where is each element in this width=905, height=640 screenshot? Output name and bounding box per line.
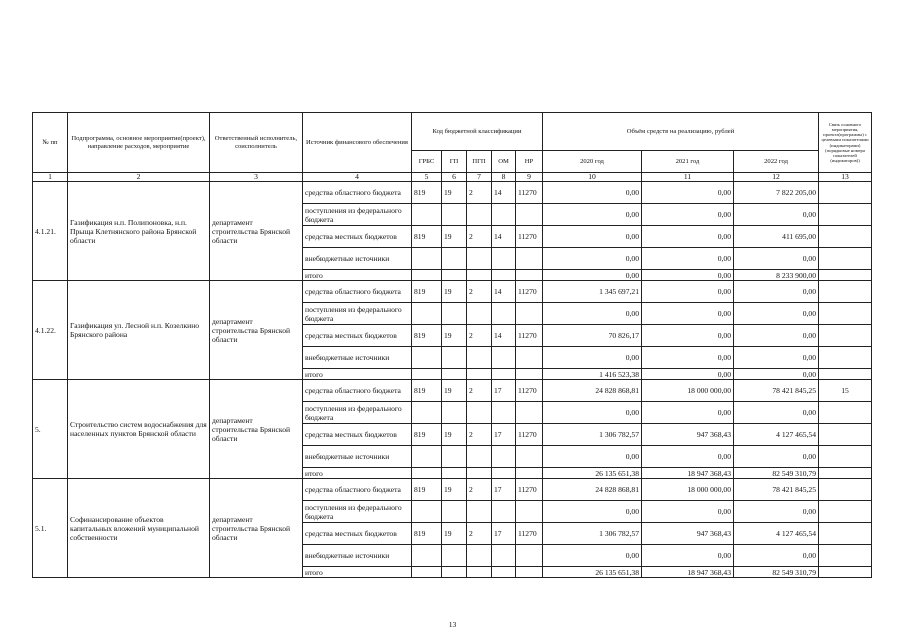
code-om: 17 xyxy=(492,523,516,545)
item-name: Газификация ул. Лесной н.п. Козелкино Брянского района xyxy=(68,281,210,380)
amount-2020: 0,00 xyxy=(543,226,642,248)
code-grbs xyxy=(412,248,442,270)
code-gp: 19 xyxy=(442,424,467,446)
code-pgp xyxy=(467,248,492,270)
indicator-link xyxy=(819,325,872,347)
table-row xyxy=(33,380,872,402)
code-pgp xyxy=(467,545,492,567)
amount-2021: 947 368,43 xyxy=(642,424,734,446)
code-grbs: 819 xyxy=(412,226,442,248)
item-number: 4.1.21. xyxy=(33,182,68,281)
indicator-link xyxy=(819,369,872,380)
amount-2020: 24 828 868,81 xyxy=(543,380,642,402)
header-code-om: ОМ xyxy=(492,151,516,173)
code-grbs xyxy=(412,402,442,424)
amount-2021: 0,00 xyxy=(642,402,734,424)
code-nr xyxy=(516,248,543,270)
amount-2021: 18 947 368,43 xyxy=(642,567,734,578)
header-num: № пп xyxy=(33,113,68,173)
code-grbs xyxy=(412,204,442,226)
code-gp: 19 xyxy=(442,479,467,501)
code-pgp: 2 xyxy=(467,380,492,402)
header-year-2020: 2020 год xyxy=(543,151,642,173)
code-nr: 11270 xyxy=(516,523,543,545)
funding-source: средства областного бюджета xyxy=(303,182,412,204)
header-source: Источник финансового обеспечения xyxy=(303,113,412,173)
code-om: 14 xyxy=(492,226,516,248)
index-cell: 2 xyxy=(68,173,210,182)
code-pgp xyxy=(467,369,492,380)
code-nr xyxy=(516,446,543,468)
code-gp xyxy=(442,204,467,226)
code-nr: 11270 xyxy=(516,281,543,303)
amount-2021: 0,00 xyxy=(642,270,734,281)
amount-2020: 0,00 xyxy=(543,248,642,270)
code-gp xyxy=(442,248,467,270)
code-pgp xyxy=(467,446,492,468)
indicator-link: 15 xyxy=(819,380,872,402)
amount-2020: 1 306 782,57 xyxy=(543,424,642,446)
code-grbs: 819 xyxy=(412,380,442,402)
code-gp: 19 xyxy=(442,182,467,204)
code-om xyxy=(492,369,516,380)
index-cell: 1 xyxy=(33,173,68,182)
index-cell: 9 xyxy=(516,173,543,182)
code-om: 17 xyxy=(492,380,516,402)
code-gp xyxy=(442,567,467,578)
amount-2022: 78 421 845,25 xyxy=(734,380,819,402)
amount-2020: 1 416 523,38 xyxy=(543,369,642,380)
amount-2022: 4 127 465,54 xyxy=(734,523,819,545)
code-om: 14 xyxy=(492,281,516,303)
header-responsible: Ответственный исполнитель, соисполнитель xyxy=(210,113,303,173)
indicator-link xyxy=(819,446,872,468)
index-cell: 13 xyxy=(819,173,872,182)
index-cell: 4 xyxy=(303,173,412,182)
code-pgp: 2 xyxy=(467,479,492,501)
funding-source: средства областного бюджета xyxy=(303,281,412,303)
code-nr xyxy=(516,303,543,325)
code-grbs: 819 xyxy=(412,523,442,545)
code-gp xyxy=(442,347,467,369)
code-nr: 11270 xyxy=(516,424,543,446)
code-nr xyxy=(516,347,543,369)
index-cell: 7 xyxy=(467,173,492,182)
code-gp: 19 xyxy=(442,325,467,347)
indicator-link xyxy=(819,424,872,446)
code-gp: 19 xyxy=(442,226,467,248)
amount-2021: 0,00 xyxy=(642,545,734,567)
amount-2020: 1 345 697,21 xyxy=(543,281,642,303)
amount-2022: 0,00 xyxy=(734,446,819,468)
amount-2022: 0,00 xyxy=(734,402,819,424)
indicator-link xyxy=(819,567,872,578)
indicator-link xyxy=(819,347,872,369)
amount-2022: 82 549 310,79 xyxy=(734,468,819,479)
indicator-link xyxy=(819,204,872,226)
indicator-link xyxy=(819,468,872,479)
code-grbs xyxy=(412,303,442,325)
code-gp: 19 xyxy=(442,281,467,303)
item-number: 5. xyxy=(33,380,68,479)
item-name: Газификация н.п. Полипоновка, н.п. Прыща Клетнянского района Брянской области xyxy=(68,182,210,281)
code-pgp: 2 xyxy=(467,182,492,204)
code-nr xyxy=(516,270,543,281)
code-nr xyxy=(516,501,543,523)
amount-2020: 0,00 xyxy=(543,402,642,424)
item-responsible: департамент строительства Брянской области xyxy=(210,380,303,479)
amount-2022: 0,00 xyxy=(734,347,819,369)
code-om: 14 xyxy=(492,182,516,204)
code-gp xyxy=(442,501,467,523)
amount-2022: 78 421 845,25 xyxy=(734,479,819,501)
code-gp xyxy=(442,446,467,468)
amount-2022: 0,00 xyxy=(734,281,819,303)
code-pgp xyxy=(467,347,492,369)
amount-2022: 0,00 xyxy=(734,303,819,325)
code-om xyxy=(492,468,516,479)
code-grbs xyxy=(412,446,442,468)
code-nr xyxy=(516,567,543,578)
amount-2022: 0,00 xyxy=(734,248,819,270)
indicator-link xyxy=(819,270,872,281)
amount-2021: 947 368,43 xyxy=(642,523,734,545)
code-om xyxy=(492,446,516,468)
index-cell: 5 xyxy=(412,173,442,182)
code-gp xyxy=(442,468,467,479)
amount-2021: 0,00 xyxy=(642,248,734,270)
indicator-link xyxy=(819,182,872,204)
amount-2020: 0,00 xyxy=(543,545,642,567)
header-link: Связь основного мероприятия, проекта(программы) с целевыми показателями (индикаторами) (порядковые номера показателей (индикаторов)) xyxy=(819,113,872,173)
code-om xyxy=(492,347,516,369)
code-pgp xyxy=(467,204,492,226)
table-row xyxy=(33,281,872,303)
code-grbs xyxy=(412,501,442,523)
code-pgp xyxy=(467,501,492,523)
code-nr xyxy=(516,545,543,567)
amount-2021: 18 000 000,00 xyxy=(642,380,734,402)
header-year-2021: 2021 год xyxy=(642,151,734,173)
header-code-gp: ГП xyxy=(442,151,467,173)
header-code-group: Код бюджетной классификации xyxy=(412,113,543,151)
funding-source: средства местных бюджетов xyxy=(303,523,412,545)
amount-2020: 0,00 xyxy=(543,303,642,325)
amount-2020: 26 135 651,38 xyxy=(543,468,642,479)
table-body xyxy=(33,182,872,578)
table-row xyxy=(33,182,872,204)
table-row xyxy=(33,479,872,501)
item-number: 4.1.22. xyxy=(33,281,68,380)
code-om xyxy=(492,501,516,523)
code-grbs xyxy=(412,270,442,281)
budget-table xyxy=(32,112,872,578)
amount-2021: 0,00 xyxy=(642,325,734,347)
code-nr xyxy=(516,402,543,424)
code-grbs xyxy=(412,369,442,380)
item-number: 5.1. xyxy=(33,479,68,578)
amount-2020: 70 826,17 xyxy=(543,325,642,347)
amount-2020: 1 306 782,57 xyxy=(543,523,642,545)
amount-2021: 0,00 xyxy=(642,501,734,523)
funding-source: итого xyxy=(303,270,412,281)
code-gp: 19 xyxy=(442,380,467,402)
item-responsible: департамент строительства Брянской области xyxy=(210,281,303,380)
header-code-nr: НР xyxy=(516,151,543,173)
code-om xyxy=(492,545,516,567)
funding-source: поступления из федерального бюджета xyxy=(303,402,412,424)
code-pgp xyxy=(467,567,492,578)
amount-2022: 0,00 xyxy=(734,204,819,226)
code-pgp xyxy=(467,402,492,424)
funding-source: средства местных бюджетов xyxy=(303,424,412,446)
header-code-pgp: ПГП xyxy=(467,151,492,173)
item-responsible: департамент строительства Брянской области xyxy=(210,182,303,281)
amount-2022: 0,00 xyxy=(734,325,819,347)
funding-source: внебюджетные источники xyxy=(303,248,412,270)
code-om xyxy=(492,204,516,226)
amount-2022: 7 822 205,00 xyxy=(734,182,819,204)
code-pgp xyxy=(467,303,492,325)
indicator-link xyxy=(819,501,872,523)
code-pgp: 2 xyxy=(467,281,492,303)
code-om xyxy=(492,248,516,270)
amount-2020: 26 135 651,38 xyxy=(543,567,642,578)
indicator-link xyxy=(819,479,872,501)
funding-source: средства областного бюджета xyxy=(303,380,412,402)
header-code-grbs: ГРБС xyxy=(412,151,442,173)
code-nr xyxy=(516,204,543,226)
funding-source: поступления из федерального бюджета xyxy=(303,204,412,226)
code-om: 17 xyxy=(492,479,516,501)
index-cell: 10 xyxy=(543,173,642,182)
index-cell: 11 xyxy=(642,173,734,182)
code-grbs: 819 xyxy=(412,182,442,204)
code-om xyxy=(492,402,516,424)
amount-2021: 0,00 xyxy=(642,347,734,369)
header-amount-group: Объём средств на реализацию, рублей xyxy=(543,113,819,151)
code-gp xyxy=(442,545,467,567)
index-cell: 6 xyxy=(442,173,467,182)
code-nr: 11270 xyxy=(516,325,543,347)
funding-source: поступления из федерального бюджета xyxy=(303,501,412,523)
indicator-link xyxy=(819,303,872,325)
index-cell: 3 xyxy=(210,173,303,182)
funding-source: внебюджетные источники xyxy=(303,446,412,468)
indicator-link xyxy=(819,248,872,270)
funding-source: итого xyxy=(303,468,412,479)
funding-source: средства местных бюджетов xyxy=(303,226,412,248)
code-om xyxy=(492,303,516,325)
code-grbs xyxy=(412,468,442,479)
indicator-link xyxy=(819,226,872,248)
amount-2022: 8 233 900,00 xyxy=(734,270,819,281)
amount-2021: 0,00 xyxy=(642,182,734,204)
funding-source: поступления из федерального бюджета xyxy=(303,303,412,325)
amount-2021: 0,00 xyxy=(642,281,734,303)
amount-2021: 18 000 000,00 xyxy=(642,479,734,501)
amount-2020: 0,00 xyxy=(543,446,642,468)
code-pgp: 2 xyxy=(467,523,492,545)
amount-2021: 0,00 xyxy=(642,303,734,325)
amount-2021: 0,00 xyxy=(642,446,734,468)
item-name: Строительство систем водоснабжения для населенных пунктов Брянской области xyxy=(68,380,210,479)
code-grbs xyxy=(412,567,442,578)
amount-2022: 4 127 465,54 xyxy=(734,424,819,446)
code-pgp xyxy=(467,270,492,281)
amount-2022: 0,00 xyxy=(734,545,819,567)
amount-2022: 0,00 xyxy=(734,369,819,380)
code-pgp xyxy=(467,468,492,479)
item-responsible: департамент строительства Брянской области xyxy=(210,479,303,578)
code-pgp: 2 xyxy=(467,226,492,248)
amount-2022: 411 695,00 xyxy=(734,226,819,248)
header-year-2022: 2022 год xyxy=(734,151,819,173)
amount-2022: 0,00 xyxy=(734,501,819,523)
indicator-link xyxy=(819,402,872,424)
code-nr xyxy=(516,468,543,479)
code-om xyxy=(492,567,516,578)
code-grbs: 819 xyxy=(412,281,442,303)
funding-source: средства местных бюджетов xyxy=(303,325,412,347)
code-gp xyxy=(442,270,467,281)
amount-2020: 0,00 xyxy=(543,270,642,281)
code-om: 17 xyxy=(492,424,516,446)
code-gp xyxy=(442,369,467,380)
header-name: Подпрограмма, основное мероприятие(проект), направление расходов, мероприятие xyxy=(68,113,210,173)
funding-source: итого xyxy=(303,567,412,578)
code-grbs: 819 xyxy=(412,479,442,501)
amount-2021: 0,00 xyxy=(642,369,734,380)
item-name: Софинансирование объектов капитальных вложений муниципальной собственности xyxy=(68,479,210,578)
page-number: 13 xyxy=(448,620,457,629)
code-grbs xyxy=(412,545,442,567)
code-nr: 11270 xyxy=(516,226,543,248)
indicator-link xyxy=(819,281,872,303)
amount-2020: 24 828 868,81 xyxy=(543,479,642,501)
amount-2021: 18 947 368,43 xyxy=(642,468,734,479)
amount-2020: 0,00 xyxy=(543,182,642,204)
code-grbs: 819 xyxy=(412,325,442,347)
amount-2020: 0,00 xyxy=(543,204,642,226)
code-gp xyxy=(442,402,467,424)
code-nr xyxy=(516,369,543,380)
index-cell: 12 xyxy=(734,173,819,182)
amount-2020: 0,00 xyxy=(543,501,642,523)
amount-2020: 0,00 xyxy=(543,347,642,369)
code-nr: 11270 xyxy=(516,182,543,204)
code-pgp: 2 xyxy=(467,325,492,347)
code-om xyxy=(492,270,516,281)
amount-2021: 0,00 xyxy=(642,204,734,226)
amount-2022: 82 549 310,79 xyxy=(734,567,819,578)
funding-source: итого xyxy=(303,369,412,380)
code-pgp: 2 xyxy=(467,424,492,446)
table-header xyxy=(33,113,872,182)
funding-source: внебюджетные источники xyxy=(303,545,412,567)
code-grbs xyxy=(412,347,442,369)
code-grbs: 819 xyxy=(412,424,442,446)
amount-2021: 0,00 xyxy=(642,226,734,248)
code-om: 14 xyxy=(492,325,516,347)
code-gp xyxy=(442,303,467,325)
index-row xyxy=(33,173,872,182)
code-nr: 11270 xyxy=(516,380,543,402)
indicator-link xyxy=(819,545,872,567)
funding-source: внебюджетные источники xyxy=(303,347,412,369)
funding-source: средства областного бюджета xyxy=(303,479,412,501)
indicator-link xyxy=(819,523,872,545)
index-cell: 8 xyxy=(492,173,516,182)
code-gp: 19 xyxy=(442,523,467,545)
code-nr: 11270 xyxy=(516,479,543,501)
